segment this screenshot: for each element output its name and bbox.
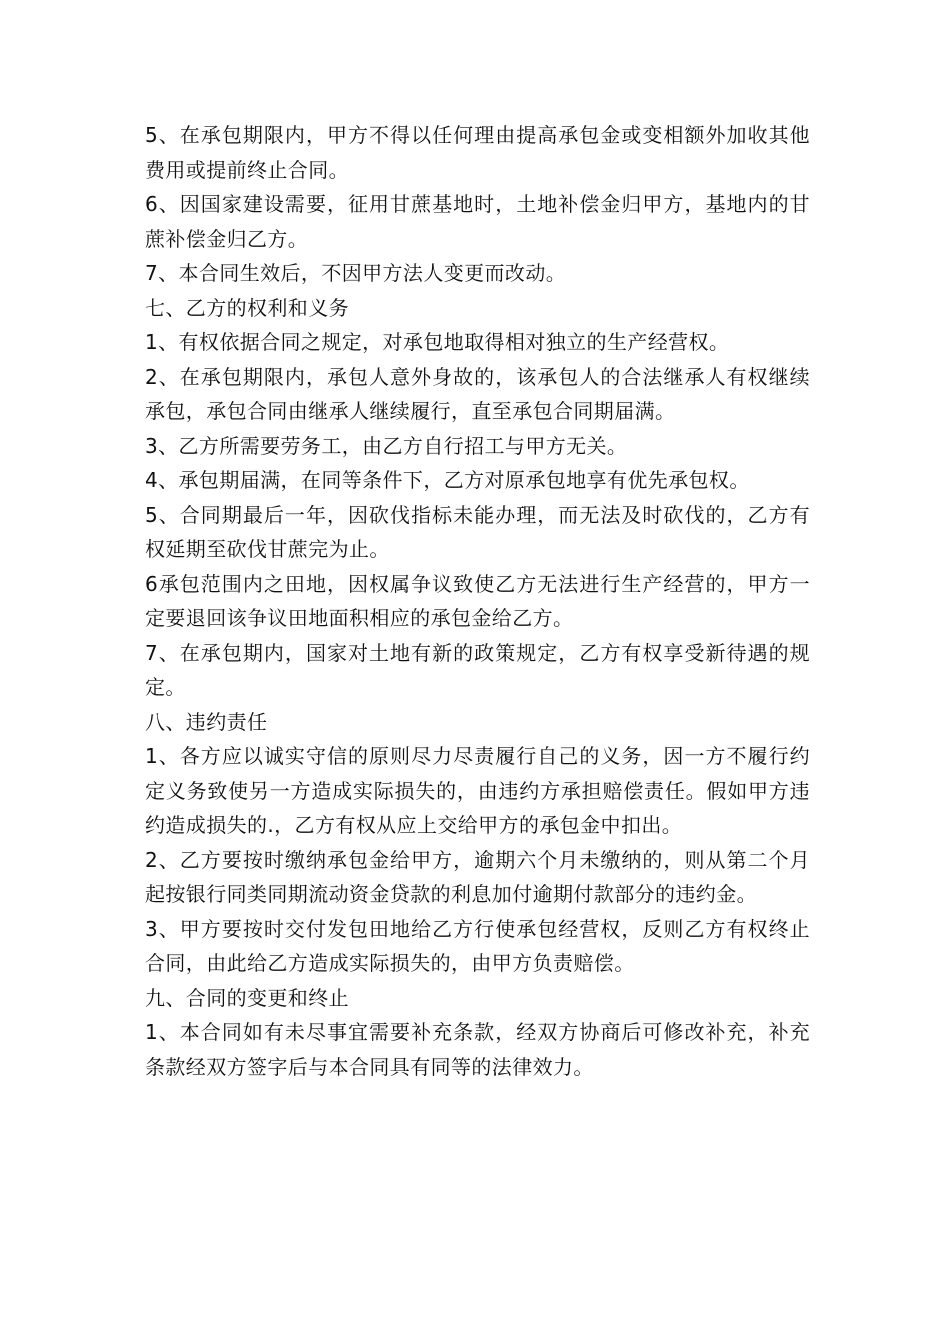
liability-clause-3: 3、甲方要按时交付发包田地给乙方行使承包经营权，反则乙方有权终止合同，由此给乙方造成实际损失的，由甲方负责赔偿。 xyxy=(145,916,810,975)
clause-6-compensation: 6、因国家建设需要，征用甘蔗基地时，土地补偿金归甲方，基地内的甘蔗补偿金归乙方。 xyxy=(145,192,810,251)
clause-7-effect: 7、本合同生效后，不因甲方法人变更而改动。 xyxy=(145,261,567,285)
party-b-clause-7: 7、在承包期内，国家对土地有新的政策规定，乙方有权享受新待遇的规定。 xyxy=(145,640,810,699)
section-heading-liability: 八、违约责任 xyxy=(145,709,268,734)
party-b-clause-5: 5、合同期最后一年，因砍伐指标未能办理，而无法及时砍伐的，乙方有权延期至砍伐甘蔗完为止。 xyxy=(145,502,810,561)
clause-5-no-fee-increase: 5、在承包期限内，甲方不得以任何理由提高承包金或变相额外加收其他费用或提前终止合同。 xyxy=(145,123,810,182)
liability-clause-1: 1、各方应以诚实守信的原则尽力尽责履行自己的义务，因一方不履行约定义务致使另一方造成实际损失的，由违约方承担赔偿责任。假如甲方违约造成损失的.，乙方有权从应上交给甲方的承包金中扣出。 xyxy=(145,744,810,837)
document-body xyxy=(145,118,810,1084)
section-heading-party-b-rights: 七、乙方的权利和义务 xyxy=(145,295,349,320)
party-b-clause-6: 6承包范围内之田地，因权属争议致使乙方无法进行生产经营的，甲方一定要退回该争议田地面积相应的承包金给乙方。 xyxy=(145,571,810,630)
liability-clause-2: 2、乙方要按时缴纳承包金给甲方，逾期六个月未缴纳的，则从第二个月起按银行同类同期流动资金贷款的利息加付逾期付款部分的违约金。 xyxy=(145,847,810,906)
modification-clause-1: 1、本合同如有未尽事宜需要补充条款，经双方协商后可修改补充，补充条款经双方签字后与本合同具有同等的法律效力。 xyxy=(145,1020,810,1079)
party-b-clause-1: 1、有权依据合同之规定，对承包地取得相对独立的生产经营权。 xyxy=(145,330,730,354)
party-b-clause-3: 3、乙方所需要劳务工，由乙方自行招工与甲方无关。 xyxy=(145,433,628,458)
party-b-clause-2: 2、在承包期限内，承包人意外身故的，该承包人的合法继承人有权继续承包，承包合同由继承人继续履行，直至承包合同期届满。 xyxy=(145,364,810,423)
section-heading-modification: 九、合同的变更和终止 xyxy=(145,985,349,1010)
party-b-clause-4: 4、承包期届满，在同等条件下，乙方对原承包地享有优先承包权。 xyxy=(145,468,750,492)
